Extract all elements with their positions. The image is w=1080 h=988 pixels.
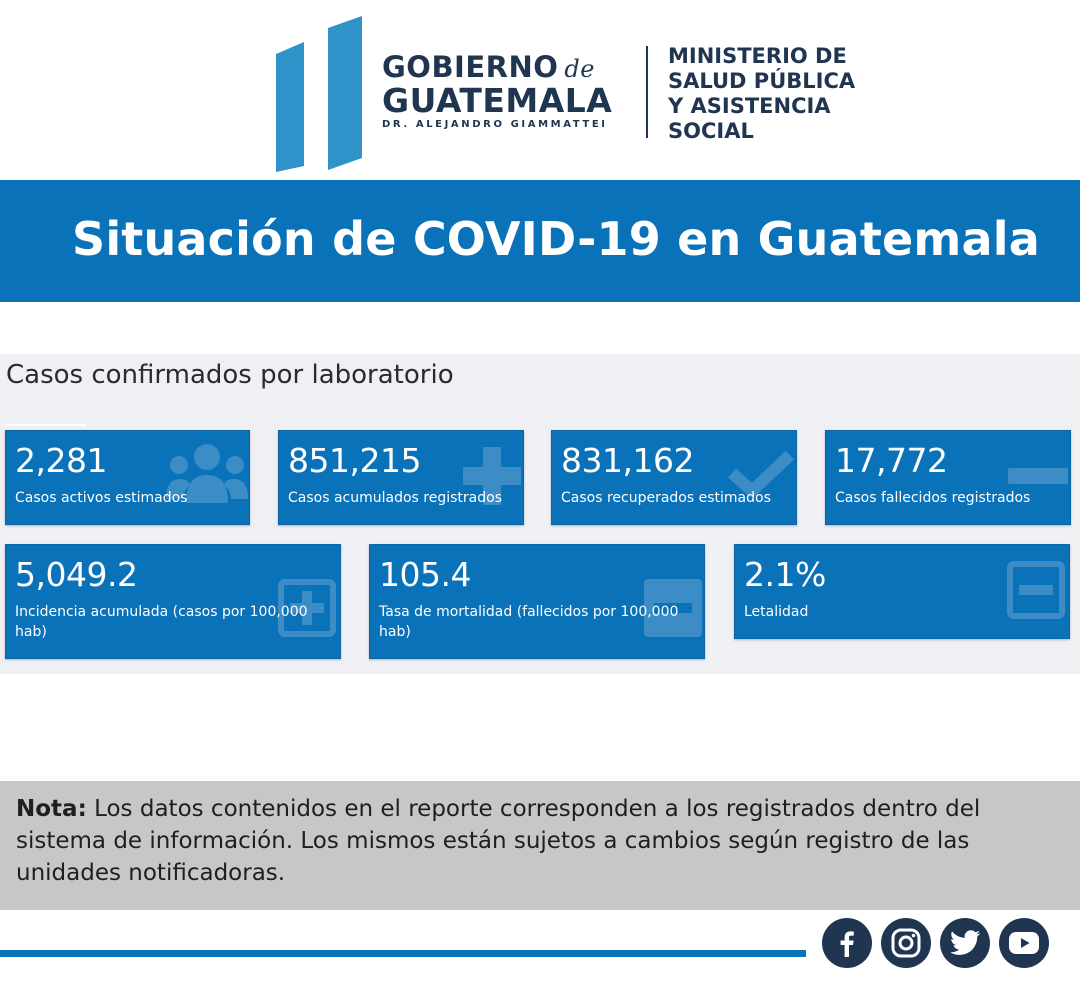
youtube-link[interactable] [999, 918, 1049, 968]
card-accumulated-cases [278, 430, 524, 525]
dashboard-panel [0, 354, 1080, 674]
card-label: Incidencia acumulada (casos por 100,000 hab) [15, 604, 308, 640]
card-cumulative-incidence [5, 544, 341, 659]
card-label: Casos activos estimados [15, 490, 188, 506]
instagram-link[interactable] [881, 918, 931, 968]
card-value: 5,049.2 [15, 555, 138, 594]
card-value: 2,281 [15, 441, 107, 480]
youtube-icon [1008, 931, 1040, 955]
note-text [16, 793, 1016, 889]
card-deceased-cases [825, 430, 1071, 525]
page-title: Situación de COVID-19 en Guatemala [72, 212, 1040, 266]
facebook-link[interactable] [822, 918, 872, 968]
government-logo [276, 16, 896, 172]
ministry-line: Y ASISTENCIA [668, 94, 831, 118]
gov-line2: GUATEMALA [382, 81, 613, 120]
card-value: 831,162 [561, 441, 694, 480]
dashboard-heading: Casos confirmados por laboratorio [6, 360, 454, 390]
ministry-line: SOCIAL [668, 119, 754, 143]
note-body: Los datos contenidos en el reporte corresponden a los registrados dentro del sistema de información. Los mismos están sujetos a cambios según registro de las unidades notificadoras. [16, 796, 981, 886]
facebook-icon [832, 928, 862, 958]
twitter-link[interactable] [940, 918, 990, 968]
card-label: Letalidad [744, 604, 809, 620]
card-value: 17,772 [835, 441, 948, 480]
card-label: Tasa de mortalidad (fallecidos por 100,000 hab) [379, 604, 679, 640]
ministry-line: MINISTERIO DE [668, 44, 847, 68]
gov-de: de [564, 55, 595, 83]
card-mortality-rate [369, 544, 705, 659]
minus-square-outline-icon [1007, 561, 1065, 619]
twitter-icon [949, 929, 981, 957]
card-value: 2.1% [744, 555, 826, 594]
minus-icon [1008, 466, 1068, 486]
card-label: Casos recuperados estimados [561, 490, 771, 506]
gov-line1: GOBIERNO [382, 50, 559, 84]
ministry-name [668, 44, 855, 144]
card-label: Casos fallecidos registrados [835, 490, 1031, 506]
gov-line3: DR. ALEJANDRO GIAMMATTEI [382, 119, 608, 130]
note-label: Nota: [16, 796, 87, 822]
flag-stripes-icon [276, 16, 364, 172]
instagram-icon [890, 927, 922, 959]
card-label: Casos acumulados registrados [288, 490, 502, 506]
card-active-cases [5, 430, 250, 525]
logo-divider [646, 46, 648, 138]
government-wordmark [382, 52, 612, 130]
card-lethality [734, 544, 1070, 639]
note-box [0, 781, 1080, 910]
heading-underline [6, 424, 86, 426]
card-value: 851,215 [288, 441, 421, 480]
card-value: 105.4 [379, 555, 471, 594]
card-recovered-cases [551, 430, 797, 525]
title-band [0, 180, 1080, 302]
footer-rule [0, 950, 806, 957]
ministry-line: SALUD PÚBLICA [668, 69, 856, 93]
